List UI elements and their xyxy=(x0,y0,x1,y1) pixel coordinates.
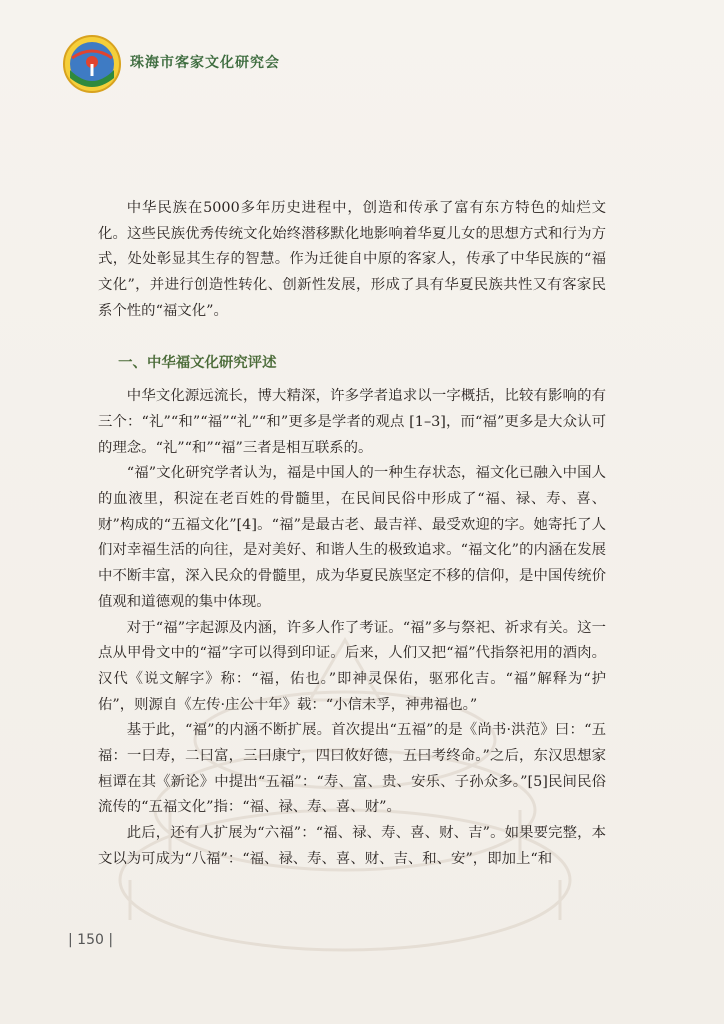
article-body xyxy=(98,196,606,873)
paragraph: 基于此，“福”的内涵不断扩展。首次提出“五福”的是《尚书·洪范》曰：“五福：一曰寿，二曰富，三曰康宁，四曰攸好德，五曰考终命。”之后，东汉思想家桓谭在其《新论》中提出“五福”：“寿、富、贵、安乐、子孙众多。”[5]民间民俗流传的“五福文化”指：“福、禄、寿、喜、财”。 xyxy=(98,722,606,816)
section-heading: 一、中华福文化研究评述 xyxy=(118,354,277,371)
paragraph: 中华文化源远流长，博大精深，许多学者追求以一字概括，比较有影响的有三个：“礼”“和”“福”“礼”“和”更多是学者的观点 [1–3]，而“福”更多是大众认可的理念。“礼”“和”“福”三者是相互联系的。 xyxy=(98,388,606,456)
paragraph: 对于“福”字起源及内涵，许多人作了考证。“福”多与祭祀、祈求有关。这一点从甲骨文中的“福”字可以得到印证。后来，人们又把“福”代指祭祀用的酒肉。汉代《说文解字》称：“福，佑也。”即神灵保佑，驱邪化吉。“福”解释为“护佑”，则源自《左传·庄公十年》载：“小信未孚，神弗福也。” xyxy=(98,619,606,713)
page-number: | 150 | xyxy=(68,932,114,948)
org-name: 珠海市客家文化研究会 xyxy=(130,55,280,71)
intro-paragraph: 中华民族在5000多年历史进程中，创造和传承了富有东方特色的灿烂文化。这些民族优秀传统文化始终潜移默化地影响着华夏儿女的思想方式和行为方式，处处彰显其生存的智慧。作为迁徙自中原的客家人，传承了中华民族的“福文化”，并进行创造性转化、创新性发展，形成了具有华夏民族共性又有客家民系个性的“福文化”。 xyxy=(98,200,606,319)
org-logo-icon xyxy=(62,34,122,94)
paragraph: “福”文化研究学者认为，福是中国人的一种生存状态，福文化已融入中国人的血液里，积淀在老百姓的骨髓里，在民间民俗中形成了“福、禄、寿、喜、财”构成的“五福文化”[4]。“福”是最古老、最吉祥、最受欢迎的字。她寄托了人们对幸福生活的向往，是对美好、和谐人生的极致追求。“福文化”的内涵在发展中不断丰富，深入民众的骨髓里，成为华夏民族坚定不移的信仰，是中国传统价值观和道德观的集中体现。 xyxy=(98,465,606,610)
paragraph: 此后，还有人扩展为“六福”：“福、禄、寿、喜、财、吉”。如果要完整，本文以为可成为“八福”：“福、禄、寿、喜、财、吉、和、安”，即加上“和 xyxy=(98,825,606,867)
